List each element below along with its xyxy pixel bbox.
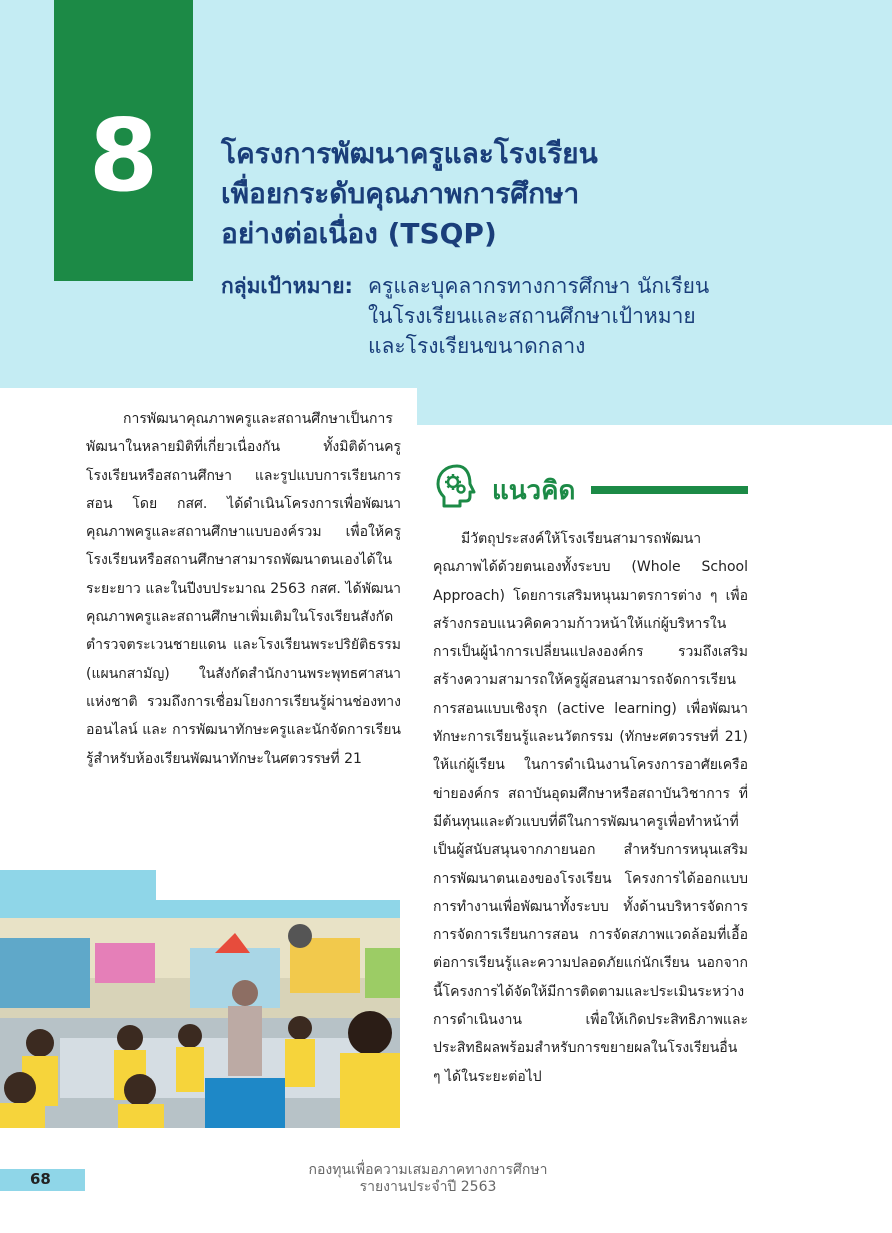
concept-paragraph: มีวัตถุประสงค์ให้โรงเรียนสามารถพัฒนาคุณภาพได้ด้วยตนเองทั้งระบบ (Whole School Approach) โดยการเสริมหนุนมาตรการต่าง ๆ เพื่อสร้างกรอบแนวคิดความก้าวหน้าให้แก่ผู้บริหารในการเป็นผู้นำการเปลี่ยนแปลงองค์กร รวมถึงเสริมสร้างความสามารถให้ครูผู้สอนสามารถจัดการเรียนการสอนแบบเชิงรุก (active learning) เพื่อพัฒนาทักษะการเรียนรู้และนวัตกรรม (ทักษะศตวรรษที่ 21) ให้แก่ผู้เรียน ในการดำเนินงานโครงการอาศัยเครือข่ายองค์กร สถาบันอุดมศึกษาหรือสถาบันวิชาการ ที่มีต้นทุนและตัวแบบที่ดีในการพัฒนาครูเพื่อทำหน้าที่เป็นผู้สนับสนุนจากภายนอก สำหรับการหนุนเสริมการพัฒนาตนเองของโรงเรียน โครงการได้ออกแบบการทำงานเพื่อพัฒนาทั้งระบบ ทั้งด้านบริหารจัดการ การจัดการเรียนการสอน การจัดสภาพแวดล้อมที่เอื้อต่อการเรียนรู้และความปลอดภัยแก่นักเรียน นอกจากนี้โครงการได้จัดให้มีการติดตามและประเมินระหว่างการดำเนินงาน เพื่อให้เกิดประสิทธิภาพและประสิทธิผลพร้อมสำหรับการขยายผลในโรงเรียนอื่น ๆ ได้ในระยะต่อไป — [433, 531, 748, 1085]
target-text — [368, 271, 709, 361]
intro-paragraph-block — [86, 405, 401, 773]
footer — [256, 1162, 600, 1196]
concept-title: แนวคิด — [492, 476, 576, 506]
head-gears-icon — [433, 462, 481, 510]
target-label: กลุ่มเป้าหมาย: — [221, 274, 353, 298]
title-line-2: เพื่อยกระดับคุณภาพการศึกษา — [221, 177, 580, 210]
photo-accent-bar-2 — [0, 900, 400, 918]
concept-divider — [591, 486, 748, 494]
page-title — [221, 134, 861, 254]
concept-heading — [433, 458, 753, 518]
page-number: 68 — [30, 1170, 51, 1188]
intro-paragraph: การพัฒนาคุณภาพครูและสถานศึกษาเป็นการพัฒนาในหลายมิติที่เกี่ยวเนื่องกัน ทั้งมิติด้านครู โรงเรียนหรือสถานศึกษา และรูปแบบการเรียนการสอน โดย กสศ. ได้ดำเนินโครงการเพื่อพัฒนาคุณภาพครูและสถานศึกษาแบบองค์รวม เพื่อให้ครู โรงเรียนหรือสถานศึกษาสามารถพัฒนาตนเองได้ในระยะยาว และในปีงบประมาณ 2563 กสศ. ได้พัฒนาคุณภาพครูและสถานศึกษาเพิ่มเติมในโรงเรียนสังกัดตำรวจตระเวนชายแดน และโรงเรียนพระปริยัติธรรม (แผนกสามัญ) ในสังกัดสำนักงานพระพุทธศาสนาแห่งชาติ รวมถึงการเชื่อมโยงการเรียนรู้ผ่านช่องทางออนไลน์ และ การพัฒนาทักษะครูและนักจัดการเรียนรู้สำหรับห้องเรียนพัฒนาทักษะในศตวรรษที่ 21 — [86, 411, 401, 767]
header-band-tail — [417, 388, 892, 425]
photo-accent-bar — [0, 870, 156, 900]
title-line-3: อย่างต่อเนื่อง (TSQP) — [221, 217, 497, 250]
target-line-1: ครูและบุคลากรทางการศึกษา นักเรียน — [368, 274, 710, 298]
classroom-photo — [0, 918, 400, 1128]
footer-line-1: กองทุนเพื่อความเสมอภาคทางการศึกษา — [308, 1162, 548, 1178]
chapter-number-box — [54, 0, 193, 281]
title-line-1: โครงการพัฒนาครูและโรงเรียน — [221, 137, 598, 170]
concept-paragraph-block — [433, 525, 748, 1091]
footer-line-2: รายงานประจำปี 2563 — [359, 1179, 497, 1195]
target-line-3: และโรงเรียนขนาดกลาง — [368, 334, 586, 358]
target-line-2: ในโรงเรียนและสถานศึกษาเป้าหมาย — [368, 304, 696, 328]
chapter-number: 8 — [88, 96, 159, 214]
